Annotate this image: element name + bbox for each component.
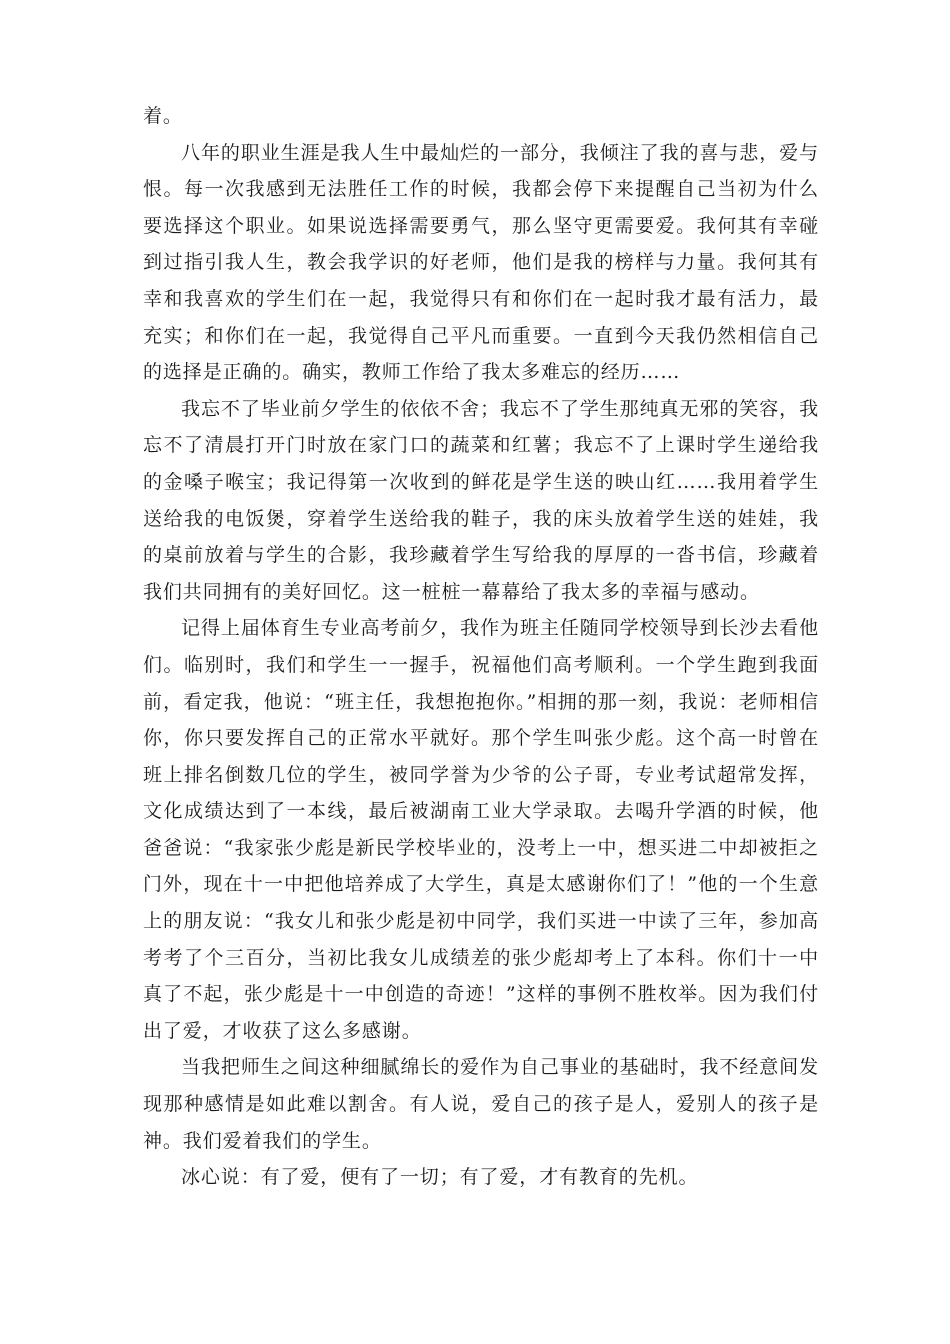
paragraph-bingxin-quote: 冰心说：有了爱，便有了一切；有了爱，才有教育的先机。 xyxy=(181,1166,699,1189)
paragraph-student-story: 记得上届体育生专业高考前夕，我作为班主任随同学校领导到长沙去看他们。临别时，我们和学生一一握手，祝福他们高考顺利。一个学生跑到我面前，看定我，他说：“班主任，我想抱抱你。”相拥的那一刻，我说：老师相信你，你只要发挥自己的正常水平就好。那个学生叫张少彪。这个高一时曾在班上排名倒数几位的学生，被同学誉为少爷的公子哥，专业考试超常发挥，文化成绩达到了一本线，最后被湖南工业大学录取。去喝升学酒的时候，他爸爸说：“我家张少彪是新民学校毕业的，没考上一中，想买进二中却被拒之门外，现在十一中把他培养成了大学生，真是太感谢你们了！”他的一个生意上的朋友说：“我女儿和张少彪是初中同学，我们买进一中读了三年，参加高考考了个三百分，当初比我女儿成绩差的张少彪却考上了本科。你们十一中真了不起，张少彪是十一中创造的奇迹！”这样的事例不胜枚举。因为我们付出了爱，才收获了这么多感谢。 xyxy=(143,617,819,1042)
paragraph-career: 八年的职业生涯是我人生中最灿烂的一部分，我倾注了我的喜与悲，爱与恨。每一次我感到无法胜任工作的时候，我都会停下来提醒自己当初为什么要选择这个职业。如果说选择需要勇气，那么坚守更需要爱。我何其有幸碰到过指引我人生，教会我学识的好老师，他们是我的榜样与力量。我何其有幸和我喜欢的学生们在一起，我觉得只有和你们在一起时我才最有活力，最充实；和你们在一起，我觉得自己平凡而重要。一直到今天我仍然相信自己的选择是正确的。确实，教师工作给了我太多难忘的经历…… xyxy=(143,141,819,384)
paragraph-teacher-love: 当我把师生之间这种细腻绵长的爱作为自己事业的基础时，我不经意间发现那种感情是如此难以割舍。有人说，爱自己的孩子是人，爱别人的孩子是神。我们爱着我们的学生。 xyxy=(143,1056,819,1152)
document-body xyxy=(143,98,819,1196)
paragraph-continuation: 着。 xyxy=(143,105,183,127)
paragraph-memories: 我忘不了毕业前夕学生的依依不舍；我忘不了学生那纯真无邪的笑容，我忘不了清晨打开门时放在家门口的蔬菜和红薯；我忘不了上课时学生递给我的金嗓子喉宝；我记得第一次收到的鲜花是学生送的映山红……我用着学生送给我的电饭煲，穿着学生送给我的鞋子，我的床头放着学生送的娃娃，我的桌前放着与学生的合影，我珍藏着学生写给我的厚厚的一沓书信，珍藏着我们共同拥有的美好回忆。这一桩桩一幕幕给了我太多的幸福与感动。 xyxy=(143,397,819,603)
